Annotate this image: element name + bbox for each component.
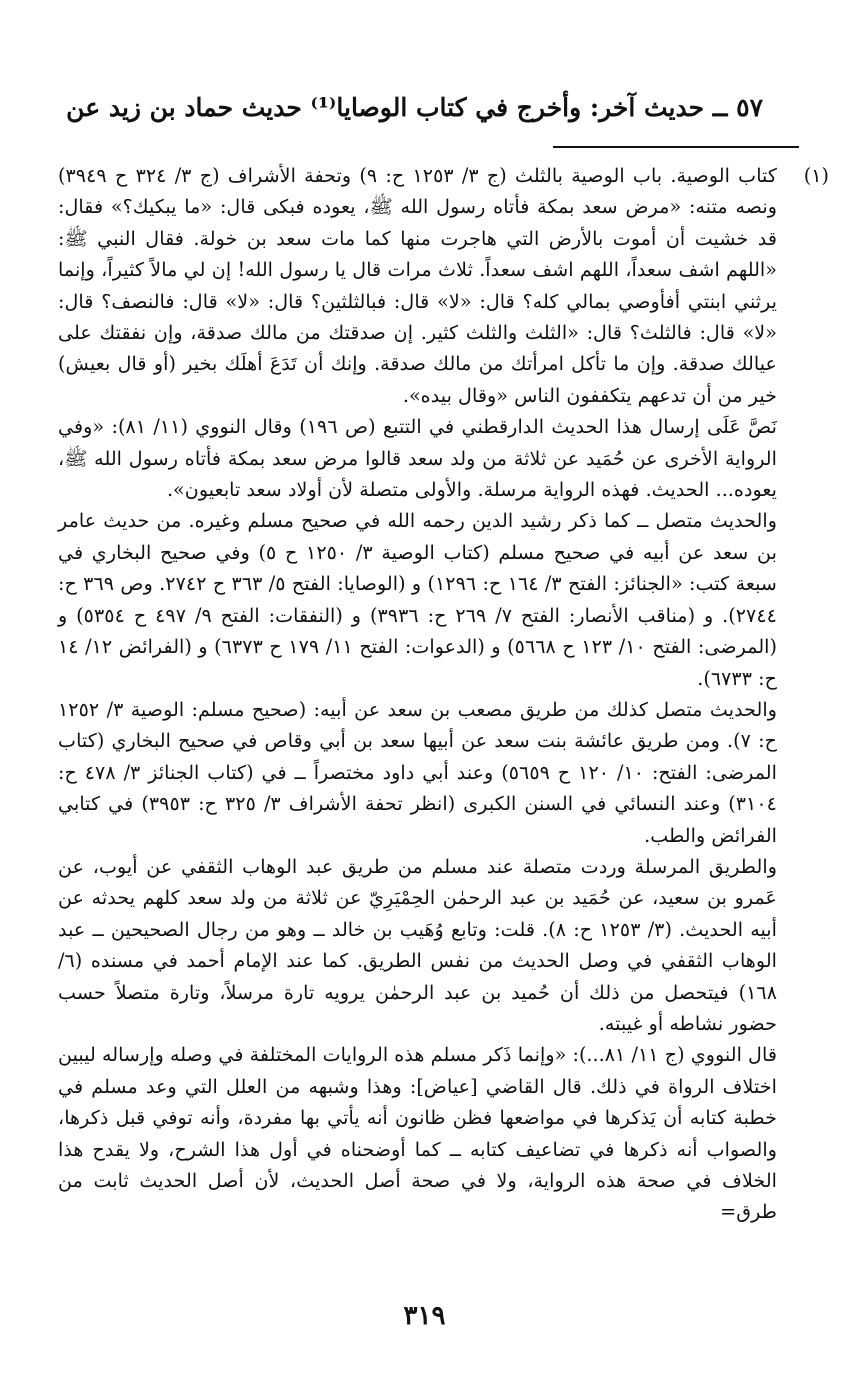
footnote-paragraph: كتاب الوصية. باب الوصية بالثلث (ج ٣/ ١٢٥٣ ح: ٩) وتحفة الأشراف (ج ٣/ ٣٢٤ ح ٣٩٤٩) ونصه متنه: «مرض سعد بمكة فأتاه رسول الله ﷺ، يعوده فبكى قال: «ما يبكيك؟» فقال: قد خشيت أن أموت بالأرض التي هاجرت منها كما مات سعد بن خولة. فقال النبي ﷺ: «اللهم اشف سعداً، اللهم اشف سعداً. ثلاث مرات قال يا رسول الله! إن لي مالاً كثيراً، وإنما يرثني ابنتي أفأوصي بمالي كله؟ قال: «لا» قال: فبالثلثين؟ قال: «لا» قال: فالنصف؟ قال: «لا» قال: فالثلث؟ قال: «الثلث والثلث كثير. إن صدقتك من مالك صدقة، وإن نفقتك على عيالك صدقة. وإن ما تأكل امرأتك من مالك صدقة. وإنك أن تَدَعَ أهلَك بخير (أو قال بعيش) خير من أن تدعهم يتكففون الناس «وقال بيده». xyxy=(58,164,777,407)
footnote-paragraph: والحديث متصل ــ كما ذكر رشيد الدين رحمه الله في صحيح مسلم وغيره. من حديث عامر بن سعد عن أبيه في صحيح مسلم (كتاب الوصية ٣/ ١٢٥٠ ح ٥) وفي صحيح البخاري في سبعة كتب: «الجنائز: الفتح ٣/ ١٦٤ ح: ١٢٩٦) و (الوصايا: الفتح ٥/ ٣٦٣ ح ٢٧٤٢. وص ٣٦٩ ح: ٢٧٤٤). و (مناقب الأنصار: الفتح ٧/ ٢٦٩ ح: ٣٩٣٦) و (النفقات: الفتح ٩/ ٤٩٧ ح ٥٣٥٤) و (المرضى: الفتح ١٠/ ١٢٣ ح ٥٦٦٨) و (الدعوات: الفتح ١١/ ١٧٩ ح ٦٣٧٣) و (الفرائض ١٢/ ١٤ ح: ٦٧٣٣). xyxy=(58,509,777,690)
footnote-paragraph: والطريق المرسلة وردت متصلة عند مسلم من طريق عبد الوهاب الثقفي عن أيوب، عن عَمرو بن سعيد، عن حُمَيد بن عبد الرحمٰن الحِمْيَرِيّ عن ثلاثة من ولد سعد كلهم يحدثه عن أبيه الحديث. (٣/ ١٢٥٣ ح: ٨). قلت: وتابع وُهَيب بن خالد ــ وهو من رجال الصحيحين ــ عبد الوهاب الثقفي في وصل الحديث من نفس الطريق. كما عند الإمام أحمد في مسنده (٦/ ١٦٨) فيتحصل من ذلك أن حُميد بن عبد الرحمٰن يرويه تارة مرسلاً، وتارة متصلاً حسب حضور نشاطه أو غيبته. xyxy=(58,854,777,1035)
footnote-separator xyxy=(553,146,799,148)
footnote-paragraph: قال النووي (ج ١١/ ٨١...): «وإنما ذَكر مسلم هذه الروايات المختلفة في وصله وإرساله ليبين اختلاف الرواة في ذلك. قال القاضي [عياض]: وهذا وشبهه من العلل التي وعد مسلم في خطبة كتابه أن يَذكرها في مواضعها فظن ظانون أنه يأتي بها مفردة، وأنه توفي قبل ذكرها، والصواب أنه ذكرها في تضاعيف كتابه ــ كما أوضحناه في أول هذا الشرح، ولا يقدح هذا الخلاف في صحة هذه الرواية، ولا في صحة أصل الحديث، لأن أصل الحديث ثابت من طرق= xyxy=(58,1043,777,1224)
footnote-block xyxy=(58,160,829,1228)
page-number: ٣١٩ xyxy=(403,1301,446,1331)
footnote-paragraph: نَصَّ عَلَى إرسال هذا الحديث الدارقطني في التتبع (ص ١٩٦) وقال النووي (١١/ ٨١): «وفي الرواية الأخرى عن حُمَيد عن ثلاثة من ولد سعد قالوا مرض سعد بمكة فأتاه رسول الله ﷺ، يعوده... الحديث. فهذه الرواية مرسلة. والأولى متصلة لأن أولاد سعد تابعيون». xyxy=(58,415,777,502)
footnote-marker: (١) xyxy=(803,164,829,187)
footnote-paragraph: والحديث متصل كذلك من طريق مصعب بن سعد عن أبيه: (صحيح مسلم: الوصية ٣/ ١٢٥٢ ح: ٧). ومن طريق عائشة بنت سعد عن أبيها سعد بن أبي وقاص في صحيح البخاري (كتاب المرضى: الفتح: ١٠/ ١٢٠ ح ٥٦٥٩) وعند أبي داود مختصراً ــ في (كتاب الجنائز ٣/ ٤٧٨ ح: ٣١٠٤) وعند النسائي في السنن الكبرى (انظر تحفة الأشراف ٣/ ٣٢٥ ح: ٣٩٥٣) في كتابي الفرائض والطب. xyxy=(58,697,777,847)
main-text-line: ٥٧ ــ حديث آخر: وأخرج في كتاب الوصايا⁽¹⁾ حديث حماد بن زيد عن xyxy=(66,93,763,122)
